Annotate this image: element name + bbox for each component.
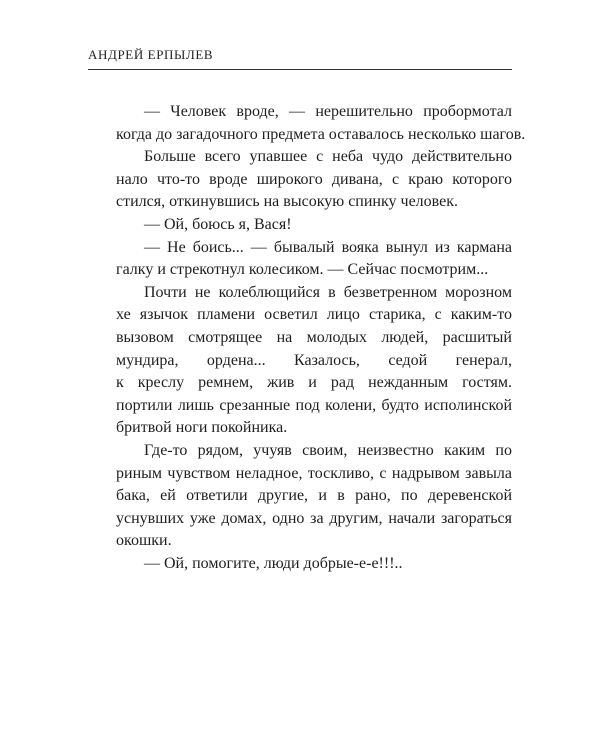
text-line: галку и стрекотнул колесиком. — Сейчас посмотрим... <box>116 261 489 279</box>
text-line: — Человек вроде, — нерешительно пробормотал <box>144 103 512 120</box>
text-line: — Не боись... — бывалый вояка вынул из кармана <box>144 238 512 256</box>
paragraph-7 <box>88 553 512 576</box>
text-line: уснувших уже домах, одно за другим, начали загораться <box>116 509 512 527</box>
text-line: портили лишь срезанные под колени, будто исполинской <box>116 396 512 414</box>
text-line: к креслу ремнем, жив и рад нежданным гостям. <box>116 374 512 392</box>
text-line: нало что-то вроде широкого дивана, с краю которого <box>116 170 512 188</box>
text-line: когда до загадочного предмета оставалось несколько шагов. <box>116 125 526 143</box>
text-line: Где-то рядом, учуяв своим, неизвестно каким по <box>144 441 512 459</box>
text-line: риным чувством неладное, тоскливо, с надрывом завыла <box>116 464 512 482</box>
header-rule <box>88 69 512 70</box>
paragraph-1 <box>88 101 526 146</box>
paragraph-3 <box>88 214 512 237</box>
text-line: мундира, ордена... Казалось, седой генерал, <box>116 351 512 369</box>
running-head-author: АНДРЕЙ ЕРПЫЛЕВ <box>88 47 214 62</box>
text-line: — Ой, боюсь я, Вася! <box>144 215 292 233</box>
text-line: — Ой, помогите, люди добрые-е-е!!!.. <box>144 554 403 572</box>
text-line: вызовом смотрящее на молодых людей, расшитый <box>116 328 512 346</box>
text-line: бритвой ноги покойника. <box>116 419 288 437</box>
text-line: Больше всего упавшее с неба чудо действительно <box>144 148 512 166</box>
paragraph-6 <box>88 440 512 553</box>
paragraph-4 <box>88 237 512 282</box>
body-text <box>88 101 526 575</box>
text-line: окошки. <box>116 532 172 550</box>
text-line: Почти не колеблющийся в безветренном морозном <box>144 283 512 301</box>
paragraph-2 <box>88 146 512 214</box>
paragraph-5 <box>88 282 512 440</box>
text-line: бака, ей ответили другие, и в рано, по деревенской <box>116 487 512 505</box>
text-line: стился, откинувшись на высокую спинку человек. <box>116 193 458 211</box>
text-line: хе язычок пламени осветил лицо старика, с каким-то <box>116 306 512 324</box>
